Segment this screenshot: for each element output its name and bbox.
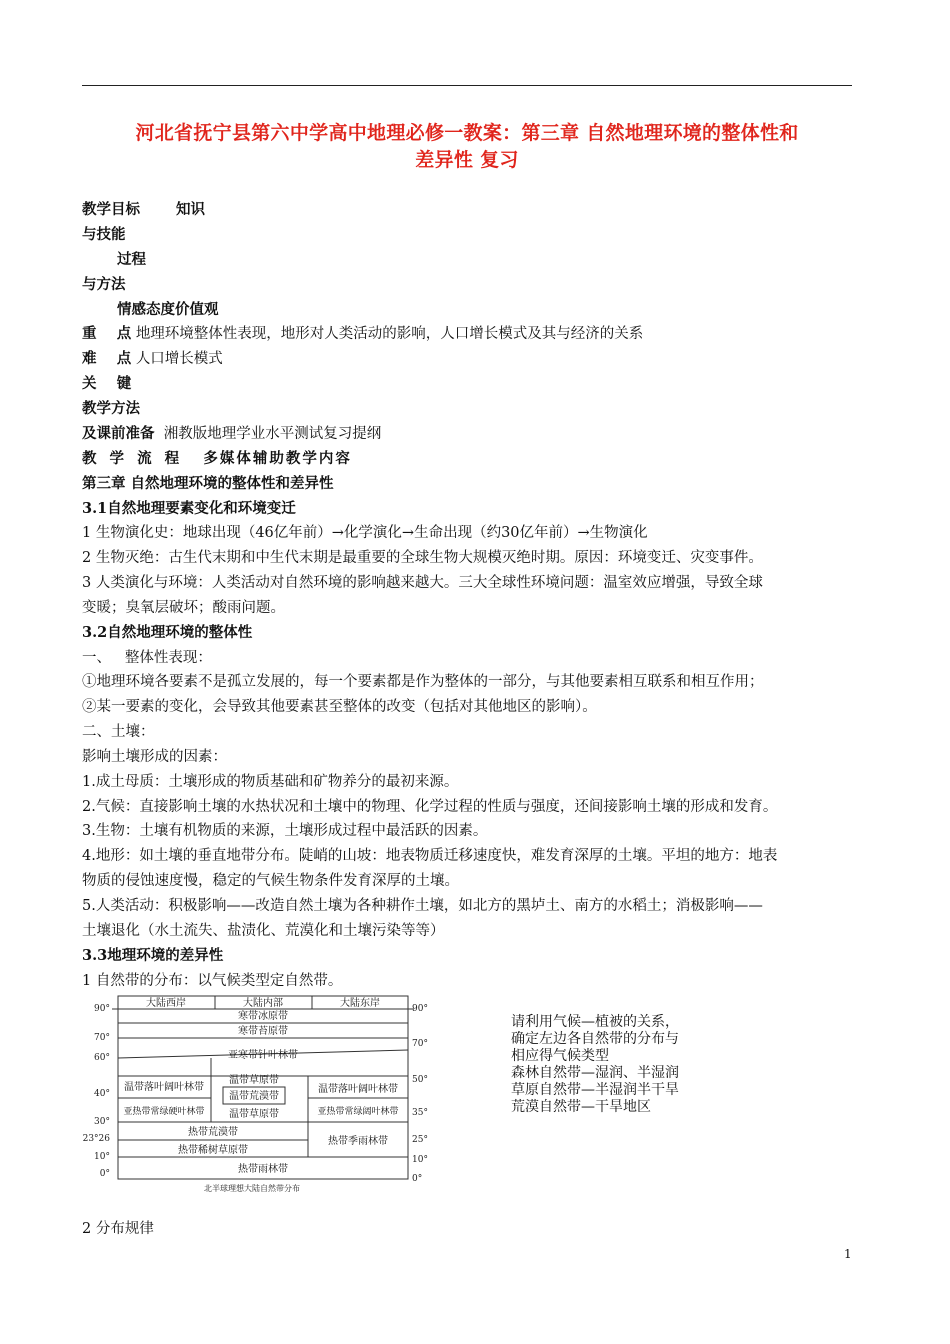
col-east-coast: 大陆东岸 bbox=[340, 998, 380, 1009]
paragraph-human-2: 变暖；臭氧层破坏；酸雨问题。 bbox=[82, 600, 285, 616]
paragraph-distribution-rules: 2 分布规律 bbox=[82, 1221, 154, 1237]
chapter-heading: 第三章 自然地理环境的整体性和差异性 bbox=[82, 475, 334, 492]
paragraph-integrity-1: ①地理环境各要素不是孤立发展的，每一个要素都是作为整体的一部分，与其他要素相互联系和相互作用； bbox=[82, 674, 764, 690]
note-line-5: 草原自然带—半湿润半干旱 bbox=[511, 1082, 679, 1098]
note-line-4: 森林自然带—湿润、半湿润 bbox=[511, 1065, 679, 1081]
zone-sclerophyll: 亚热带常绿硬叶林带 bbox=[123, 1107, 205, 1117]
col-west-coast: 大陆西岸 bbox=[146, 998, 186, 1009]
key-label: 重 点 bbox=[82, 325, 132, 342]
lat-left-90: 90° bbox=[94, 1004, 110, 1014]
document-title bbox=[82, 120, 852, 174]
soil-factor-terrain-2: 物质的侵蚀速度慢，稳定的气候生物条件发育深厚的土壤。 bbox=[82, 873, 459, 889]
lat-left-2326: 23°26 bbox=[82, 1134, 110, 1144]
soil-factor-terrain-1: 4.地形：如土壤的垂直地带分布。陡峭的山坡：地表物质迁移速度快，难发育深厚的土壤。平坦的地方：地表 bbox=[82, 848, 778, 864]
method-label: 教学方法 bbox=[82, 400, 140, 417]
key-value: 地理环境整体性表现，地形对人类活动的影响，人口增长模式及其与经济的关系 bbox=[135, 326, 644, 342]
zone-subtropical-evergreen: 亚热带常绿阔叶林带 bbox=[317, 1107, 399, 1117]
difficulty-value: 人口增长模式 bbox=[135, 351, 223, 367]
flow-label: 教 学 流 程 bbox=[82, 450, 184, 467]
soil-factor-human-2: 土壤退化（水土流失、盐渍化、荒漠化和土壤污染等等） bbox=[82, 923, 445, 939]
zone-temperate-deciduous-west: 温带落叶阔叶林带 bbox=[124, 1082, 204, 1093]
note-line-2: 确定左边各自然带的分布与 bbox=[511, 1031, 679, 1047]
soil-factor-parent: 1.成土母质：土壤形成的物质基础和矿物养分的最初来源。 bbox=[82, 774, 459, 790]
paragraph-integrity-2: ②某一要素的变化，会导致其他要素甚至整体的改变（包括对其他地区的影响）。 bbox=[82, 699, 597, 715]
subheading-integrity: 一、 整体性表现： bbox=[82, 650, 212, 666]
header-rule bbox=[82, 85, 852, 86]
soil-factor-climate: 2.气候：直接影响土壤的水热状况和土壤中的物理、化学过程的性质与强度，还间接影响土壤的形成和发育。 bbox=[82, 799, 778, 815]
note-line-1: 请利用气候—植被的关系， bbox=[511, 1014, 679, 1030]
title-line-2: 差异性 复习 bbox=[415, 149, 519, 171]
method-line-2: 及课前准备 bbox=[82, 425, 155, 442]
lat-right-90: 90° bbox=[412, 1004, 428, 1014]
lat-right-35: 35° bbox=[412, 1108, 428, 1118]
zone-temperate-deciduous-east: 温带落叶阔叶林带 bbox=[318, 1084, 398, 1095]
lat-left-10: 10° bbox=[94, 1152, 110, 1162]
lat-right-50: 50° bbox=[412, 1075, 428, 1085]
paragraph-extinction: 2 生物灭绝：古生代末期和中生代末期是最重要的全球生物大规模灭绝时期。原因：环境变迁、灾变事件。 bbox=[82, 550, 763, 566]
section-3-3-heading: 3.3地理环境的差异性 bbox=[82, 947, 224, 964]
paragraph-zone-distribution: 1 自然带的分布：以气候类型定自然带。 bbox=[82, 973, 343, 989]
col-interior: 大陆内部 bbox=[243, 998, 283, 1009]
goal-line-3: 过程 bbox=[117, 251, 146, 268]
goal-line-2: 与技能 bbox=[82, 226, 126, 243]
note-line-3: 相应得气候类型 bbox=[511, 1048, 609, 1064]
note-line-6: 荒漠自然带—干旱地区 bbox=[511, 1099, 651, 1115]
goal-line-5: 情感态度价值观 bbox=[117, 301, 219, 318]
title-line-1: 河北省抚宁县第六中学高中地理必修一教案：第三章 自然地理环境的整体性和 bbox=[135, 122, 799, 144]
zone-savanna: 热带稀树草原带 bbox=[178, 1145, 248, 1156]
zone-tundra: 寒带苔原带 bbox=[238, 1026, 288, 1037]
method-row bbox=[82, 424, 381, 444]
page-number: 1 bbox=[844, 1247, 852, 1261]
soil-factors-intro: 影响土壤形成的因素： bbox=[82, 749, 227, 765]
zone-tropical-desert: 热带荒漠带 bbox=[188, 1127, 238, 1138]
goal-row bbox=[82, 200, 205, 220]
section-3-2-heading: 3.2自然地理环境的整体性 bbox=[82, 624, 253, 641]
lat-right-25: 25° bbox=[412, 1135, 428, 1145]
difficulty-label: 难 点 bbox=[82, 350, 132, 367]
lat-right-0: 0° bbox=[412, 1174, 423, 1184]
difficulty-row bbox=[82, 349, 223, 369]
zone-temperate-steppe-north: 温带草原带 bbox=[229, 1075, 279, 1086]
natural-zones-diagram bbox=[82, 994, 432, 1196]
lat-left-60: 60° bbox=[94, 1053, 110, 1063]
lat-left-40: 40° bbox=[94, 1089, 110, 1099]
paragraph-human-1: 3 人类演化与环境：人类活动对自然环境的影响越来越大。三大全球性环境问题：温室效应增强，导致全球 bbox=[82, 575, 763, 591]
lat-right-70: 70° bbox=[412, 1039, 428, 1049]
section-3-1-heading: 3.1自然地理要素变化和环境变迁 bbox=[82, 500, 296, 517]
goal-label: 教学目标 bbox=[82, 201, 140, 218]
zone-temperate-steppe-south: 温带草原带 bbox=[229, 1109, 279, 1120]
subheading-soil: 二、土壤： bbox=[82, 724, 155, 740]
goal-line-4: 与方法 bbox=[82, 276, 126, 293]
soil-factor-human-1: 5.人类活动：积极影响——改造自然土壤为各种耕作土壤，如北方的黑垆土、南方的水稻土；消极影响—— bbox=[82, 898, 763, 914]
zone-rainforest: 热带雨林带 bbox=[238, 1164, 288, 1175]
zone-monsoon-forest: 热带季雨林带 bbox=[328, 1136, 388, 1147]
lat-left-0: 0° bbox=[99, 1169, 110, 1179]
lat-left-30: 30° bbox=[94, 1117, 110, 1127]
figure-note bbox=[511, 1014, 679, 1116]
zone-temperate-desert: 温带荒漠带 bbox=[229, 1091, 279, 1102]
flow-row bbox=[82, 449, 352, 469]
zone-taiga: 亚寒带针叶林带 bbox=[228, 1050, 298, 1061]
zone-ice-cap: 寒带冰原带 bbox=[238, 1011, 288, 1022]
soil-factor-biology: 3.生物：土壤有机物质的来源，土壤形成过程中最活跃的因素。 bbox=[82, 823, 488, 839]
key-row bbox=[82, 324, 643, 344]
flow-value: 多媒体辅助教学内容 bbox=[203, 450, 352, 467]
method-value: 湘教版地理学业水平测试复习提纲 bbox=[163, 426, 382, 442]
crux-label: 关 键 bbox=[82, 375, 132, 392]
lat-left-70: 70° bbox=[94, 1033, 110, 1043]
paragraph-evolution: 1 生物演化史：地球出现（46亿年前）→化学演化→生命出现（约30亿年前）→生物演化 bbox=[82, 525, 648, 541]
figure-caption: 北半球理想大陆自然带分布 bbox=[204, 1184, 300, 1193]
lat-right-10: 10° bbox=[412, 1155, 428, 1165]
goal-value: 知识 bbox=[176, 201, 205, 218]
